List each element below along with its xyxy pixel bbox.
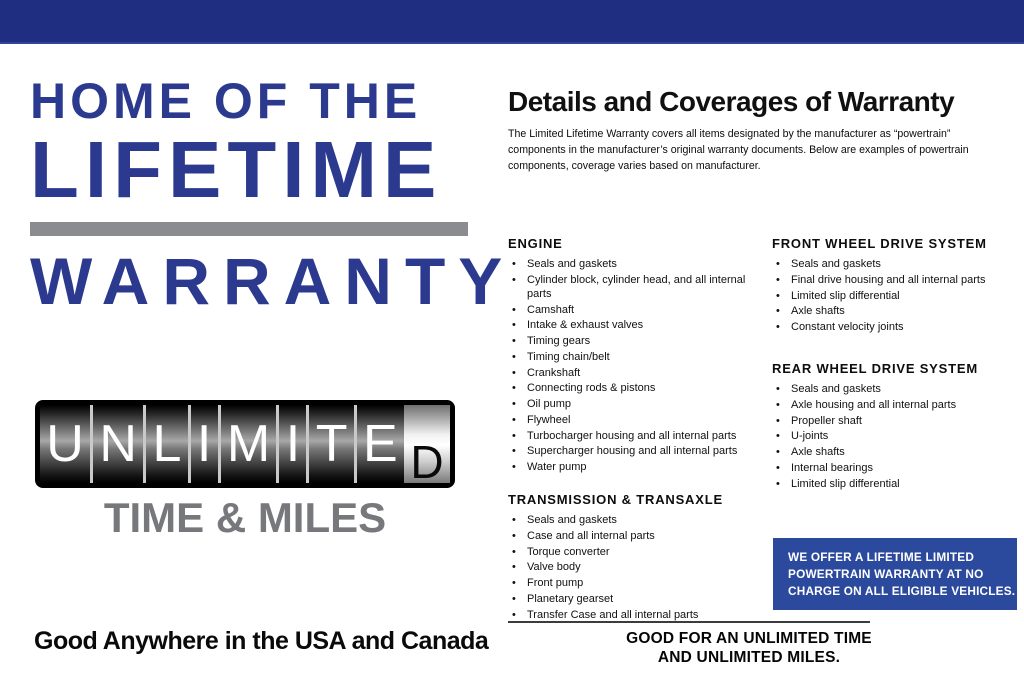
offer-box: [773, 538, 1017, 610]
offer-box-line: WE OFFER A LIFETIME LIMITED: [788, 550, 975, 564]
details-intro: [508, 127, 969, 175]
list-item: • Front pump: [508, 577, 772, 591]
offer-box-line: CHARGE ON ALL ELIGIBLE VEHICLES.: [788, 584, 1016, 599]
masthead-line1: HOME OF THE: [30, 73, 422, 129]
odometer-caption: TIME & MILES: [103, 494, 387, 541]
transmission-list: [508, 514, 772, 623]
list-item: • Crankshaft: [508, 367, 772, 381]
odometer-cell: U: [40, 405, 90, 483]
list-item: • Seals and gaskets: [772, 258, 1020, 272]
section-heading-rear-wheel: REAR WHEEL DRIVE SYSTEM: [772, 361, 978, 377]
list-item: • Transfer Case and all internal parts: [508, 609, 772, 623]
bottom-note: [508, 629, 990, 668]
section-heading-engine: ENGINE: [508, 236, 563, 251]
list-item: • Cylinder block, cylinder head, and all internal parts: [508, 274, 772, 302]
list-item: • Valve body: [508, 561, 772, 575]
masthead-line3: WARRANTY: [30, 244, 516, 318]
horizontal-rule: [508, 621, 870, 623]
odometer-cell: M: [218, 405, 277, 483]
intro-line: The Limited Lifetime Warranty covers all items designated by the manufacturer as “powertrain”: [508, 128, 951, 140]
list-item: • Timing chain/belt: [508, 351, 772, 365]
list-item: • Supercharger housing and all internal parts: [508, 445, 772, 459]
list-item: • Axle housing and all internal parts: [772, 399, 1020, 413]
list-item: • Flywheel: [508, 414, 772, 428]
offer-box-line: POWERTRAIN WARRANTY AT NO: [788, 567, 984, 582]
list-item: • Intake & exhaust valves: [508, 319, 772, 333]
list-item: • Propeller shaft: [772, 415, 1020, 429]
list-item: • Axle shafts: [772, 305, 1020, 319]
odometer-graphic: [35, 400, 455, 488]
details-title: Details and Coverages of Warranty: [508, 86, 955, 117]
intro-line: components in the manufacturer’s original warranty documents. Below are examples of powertrain: [508, 143, 969, 156]
odometer-cell: N: [90, 405, 143, 483]
intro-line: components, coverage varies based on manufacturer.: [508, 159, 761, 172]
list-item: • Oil pump: [508, 398, 772, 412]
bottom-note-line: GOOD FOR AN UNLIMITED TIME: [626, 630, 872, 647]
odometer-cell: I: [276, 405, 306, 483]
list-item: • Limited slip differential: [772, 478, 1020, 492]
list-item: • Case and all internal parts: [508, 530, 772, 544]
odometer-cell: E: [354, 405, 404, 483]
odometer-cell: L: [143, 405, 187, 483]
list-item: • U-joints: [772, 430, 1020, 444]
list-item: • Limited slip differential: [772, 290, 1020, 304]
usa-canada-text: Good Anywhere in the USA and Canada: [34, 627, 489, 655]
top-blue-bar: [0, 0, 1024, 44]
list-item: • Axle shafts: [772, 446, 1020, 460]
engine-list: [508, 258, 772, 475]
odometer-cell-last: D: [404, 405, 450, 483]
masthead: [30, 73, 516, 318]
section-heading-transmission: TRANSMISSION & TRANSAXLE: [508, 492, 723, 508]
list-item: • Timing gears: [508, 335, 772, 349]
bottom-note-line: AND UNLIMITED MILES.: [657, 649, 841, 667]
list-item: • Seals and gaskets: [772, 383, 1020, 397]
list-item: • Water pump: [508, 461, 772, 475]
list-item: • Turbocharger housing and all internal parts: [508, 430, 772, 444]
odometer-cell: I: [188, 405, 218, 483]
front-wheel-list: [772, 258, 1020, 335]
odometer-cell: T: [306, 405, 353, 483]
list-item: • Planetary gearset: [508, 593, 772, 607]
list-item: • Final drive housing and all internal parts: [772, 274, 1020, 288]
list-item: • Camshaft: [508, 304, 772, 318]
section-heading-front-wheel: FRONT WHEEL DRIVE SYSTEM: [772, 236, 987, 251]
list-item: • Constant velocity joints: [772, 321, 1020, 335]
list-item: • Internal bearings: [772, 462, 1020, 476]
rear-wheel-list: [772, 383, 1020, 492]
gray-divider: [30, 222, 468, 236]
masthead-line2: LIFETIME: [30, 125, 443, 214]
list-item: • Torque converter: [508, 546, 772, 560]
list-item: • Connecting rods & pistons: [508, 382, 772, 396]
coverage-column-left: [508, 236, 772, 640]
list-item: • Seals and gaskets: [508, 258, 772, 272]
list-item: • Seals and gaskets: [508, 514, 772, 528]
